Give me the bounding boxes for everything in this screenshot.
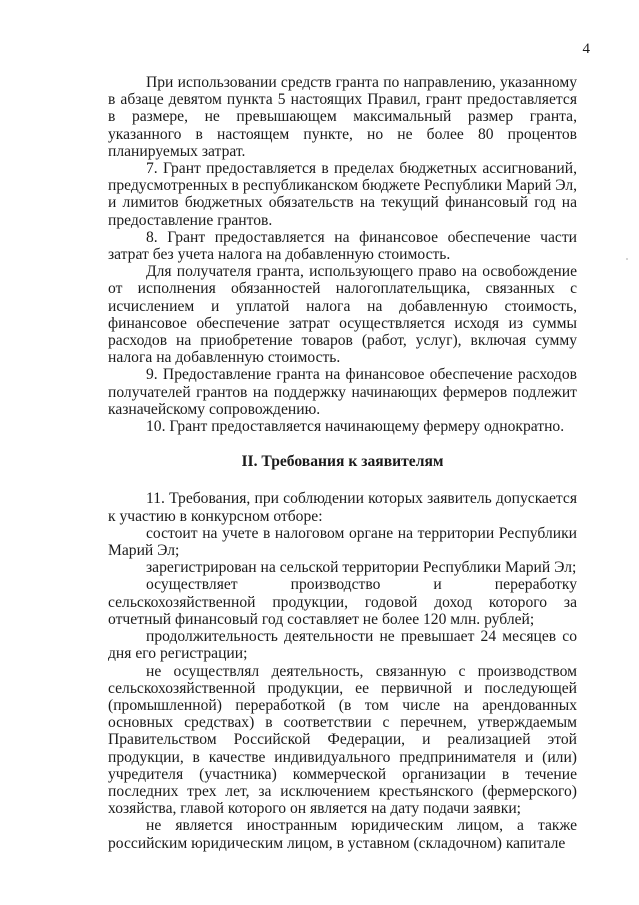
paragraph: 8. Грант предоставляется на финансовое обеспечение части затрат без учета налога на добавленную стоимость. xyxy=(108,228,577,264)
document-body xyxy=(108,74,577,852)
paragraph: не является иностранным юридическим лицом, а также российским юридическим лицом, в уставном (складочном) капитале xyxy=(108,817,577,852)
page-number: 4 xyxy=(582,41,590,57)
paragraph: При использовании средств гранта по направлению, указанному в абзаце девятом пункта 5 настоящих Правил, грант предоставляется в размере, не превышающем максимальный размер гранта, указанного в настоящем пункте, но не более 80 процентов планируемых затрат. xyxy=(108,74,577,160)
paragraph: 11. Требования, при соблюдении которых заявитель допускается к участию в конкурсном отборе: xyxy=(108,490,577,525)
paragraph: 7. Грант предоставляется в пределах бюджетных ассигнований, предусмотренных в республиканском бюджете Республики Марий Эл, и лимитов бюджетных обязательств на текущий финансовый год на предоставление грантов. xyxy=(108,160,577,229)
paragraph: Для получателя гранта, использующего право на освобождение от исполнения обязанностей налогоплательщика, связанных с исчислением и уплатой налога на добавленную стоимость, финансовое обеспечение затрат осуществляется исходя из суммы расходов на приобретение товаров (работ, услуг), включая сумму налога на добавленную стоимость. xyxy=(108,263,577,367)
paragraph: состоит на учете в налоговом органе на территории Республики Марий Эл; xyxy=(108,524,577,560)
paragraph: осуществляет производство и переработку сельскохозяйственной продукции, годовой доход которого за отчетный финансовый год составляет не более 120 млн. рублей; xyxy=(108,576,577,628)
scan-speck xyxy=(626,258,628,260)
paragraph: 9. Предоставление гранта на финансовое обеспечение расходов получателей грантов на поддержку начинающих фермеров подлежит казначейскому сопровождению. xyxy=(108,366,577,418)
paragraph: зарегистрирован на сельской территории Республики Марий Эл; xyxy=(146,559,577,577)
paragraph: не осуществлял деятельность, связанную с производством сельскохозяйственной продукции, ее первичной и последующей (промышленной) переработкой (в том числе на арендованных основных средствах) в соответствии с перечнем, утверждаемым Правительством Российской Федерации, и реализацией этой продукции, в качестве индивидуального предпринимателя и (или) учредителя (участника) коммерческой организации в течение последних трех лет, за исключением крестьянского (фермерского) хозяйства, главой которого он является на дату подачи заявки; xyxy=(108,662,577,818)
paragraph: продолжительность деятельности не превышает 24 месяцев со дня его регистрации; xyxy=(108,628,577,663)
section-heading: II. Требования к заявителям xyxy=(241,453,444,471)
paragraph: 10. Грант предоставляется начинающему фермеру однократно. xyxy=(146,418,565,436)
